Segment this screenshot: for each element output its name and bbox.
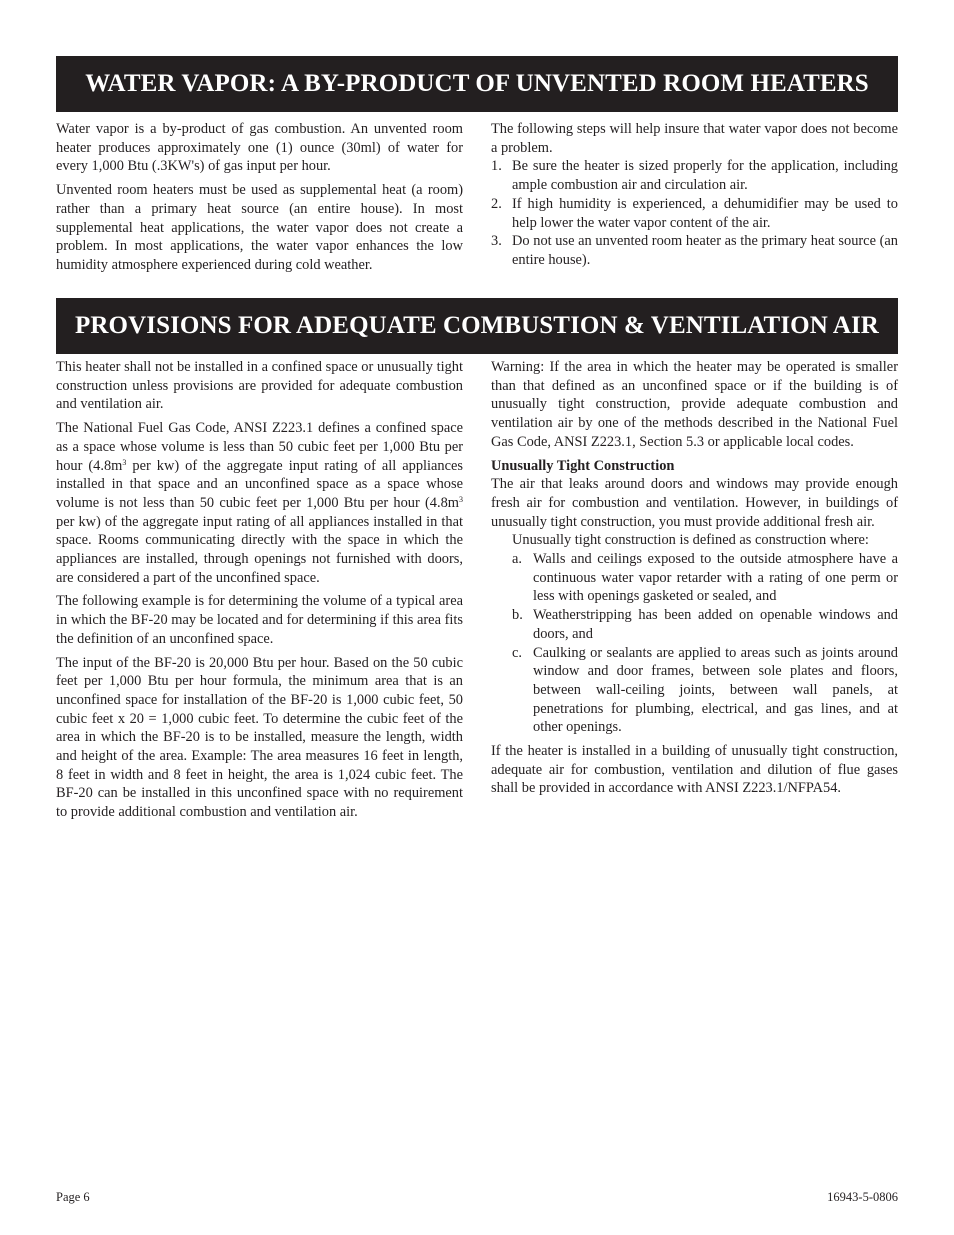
water-vapor-steps-intro: The following steps will help insure that water vapor does not become a problem. (491, 121, 898, 156)
water-vapor-left-column (56, 120, 463, 280)
list-item (512, 644, 898, 738)
superscript-3: 3 (122, 457, 127, 467)
code-text-part-2: per kw) of the aggregate input rating of all appliances installed in that space and an unconfined space as a space whose volume is not less than 50 cubic feet per 1,000 Btu per hour (4.8m (56, 457, 463, 511)
fuel-gas-code-paragraph (56, 419, 463, 587)
water-vapor-right-column (491, 120, 898, 275)
code-text-part-3: per kw) of the aggregate input rating of all appliances installed in that space. Rooms communicating directly with the space in which the appliances are installed, through openings not furnished with doors, are considered a part of the unconfined space. (56, 513, 463, 586)
list-number: 3. (491, 233, 502, 250)
example-calculation-paragraph: The input of the BF-20 is 20,000 Btu per hour. Based on the 50 cubic feet per 1,000 Btu per hour formula, the minimum area that is an unconfined space for installation of the BF-20 is 1,000 cubic feet, 50 cubic feet x 20 = 1,000 cubic feet. To determine the cubic feet of the area in which the BF-20 is to be installed, measure the length, width and height of the area. Example: The area measures 16 feet in length, 8 feet in width and 8 feet in height, the area is 1,024 cubic feet. The BF-20 can be installed in this unconfined space with no requirement to provide additional combustion and ventilation air. (56, 654, 463, 821)
code-text-part-1: The National Fuel Gas Code, ANSI Z223.1 defines a confined space as a space whose volume is less than 50 cubic feet per 1,000 Btu per hour (4.8m (56, 420, 463, 474)
list-number: 1. (491, 158, 502, 175)
list-item (491, 232, 898, 269)
list-letter: c. (512, 644, 522, 661)
warning-paragraph: Warning: If the area in which the heater may be operated is smaller than that defined as an unconfined space or if the building is of unusually tight construction, provide adequate combustion and ventilation air by one of the methods described in the National Fuel Gas Code, ANSI Z223.1, Section 5.3 or applicable local codes. (491, 359, 898, 450)
tight-construction-criteria-list (512, 550, 898, 737)
water-vapor-steps-list (491, 157, 898, 269)
water-vapor-paragraph-2: Unvented room heaters must be used as supplemental heat (a room) rather than a primary heat source (an entire house). In most supplemental heat applications, the water vapor does not create a problem. In most applications, the water vapor enhances the low humidity atmosphere experienced during cold weather. (56, 182, 463, 273)
water-vapor-paragraph-1: Water vapor is a by-product of gas combustion. An unvented room heater produces approximately one (1) ounce (30ml) of water for every 1,000 Btu (.3KW's) of gas input per hour. (56, 121, 463, 175)
list-item-text: If high humidity is experienced, a dehumidifier may be used to help lower the water vapor content of the air. (512, 195, 898, 231)
list-item-text: Caulking or sealants are applied to areas such as joints around window and door frames, between sole plates and floors, between wall-ceiling joints, between wall panels, at penetrations for plumbing, electrical, and gas lines, and at other openings. (533, 644, 898, 736)
tight-construction-paragraph: The air that leaks around doors and windows may provide enough fresh air for combustion and ventilation. However, in buildings of unusually tight construction, you must provide additional fresh air. (491, 476, 898, 530)
combustion-air-left-column (56, 358, 463, 827)
list-item-text: Walls and ceilings exposed to the outside atmosphere have a continuous water vapor retarder with a rating of one perm or less with openings gasketed or sealed, and (533, 551, 898, 605)
document-code: 16943-5-0806 (827, 1190, 898, 1204)
list-letter: b. (512, 607, 523, 624)
water-vapor-section-heading: WATER VAPOR: A BY-PRODUCT OF UNVENTED ROOM HEATERS (56, 56, 898, 112)
tight-construction-requirement-paragraph: If the heater is installed in a building of unusually tight construction, adequate air for combustion, ventilation and dilution of flue gases shall be provided in accordance with ANSI Z223.1/NFPA54. (491, 743, 898, 797)
superscript-3: 3 (459, 494, 463, 504)
list-item (512, 550, 898, 606)
list-item-text: Do not use an unvented room heater as the primary heat source (an entire house). (512, 233, 898, 268)
list-item (491, 157, 898, 194)
example-intro-paragraph: The following example is for determining the volume of a typical area in which the BF-20 may be located and for determining if this area fits the definition of an unconfined space. (56, 593, 463, 647)
list-item-text: Weatherstripping has been added on openable windows and doors, and (533, 607, 898, 642)
list-letter: a. (512, 551, 522, 568)
combustion-air-right-column (491, 358, 898, 803)
confined-space-paragraph: This heater shall not be installed in a confined space or unusually tight construction unless provisions are provided for adequate combustion and ventilation air. (56, 359, 463, 413)
list-number: 2. (491, 195, 502, 212)
combustion-air-section-heading: PROVISIONS FOR ADEQUATE COMBUSTION & VENTILATION AIR (56, 298, 898, 354)
list-item-text: Be sure the heater is sized properly for the application, including ample combustion air and circulation air. (512, 158, 898, 194)
page-number: Page 6 (56, 1190, 90, 1204)
tight-construction-subheading: Unusually Tight Construction (491, 457, 675, 474)
tight-construction-definition: Unusually tight construction is defined as construction where: (512, 532, 869, 549)
list-item (512, 606, 898, 643)
list-item (491, 195, 898, 232)
